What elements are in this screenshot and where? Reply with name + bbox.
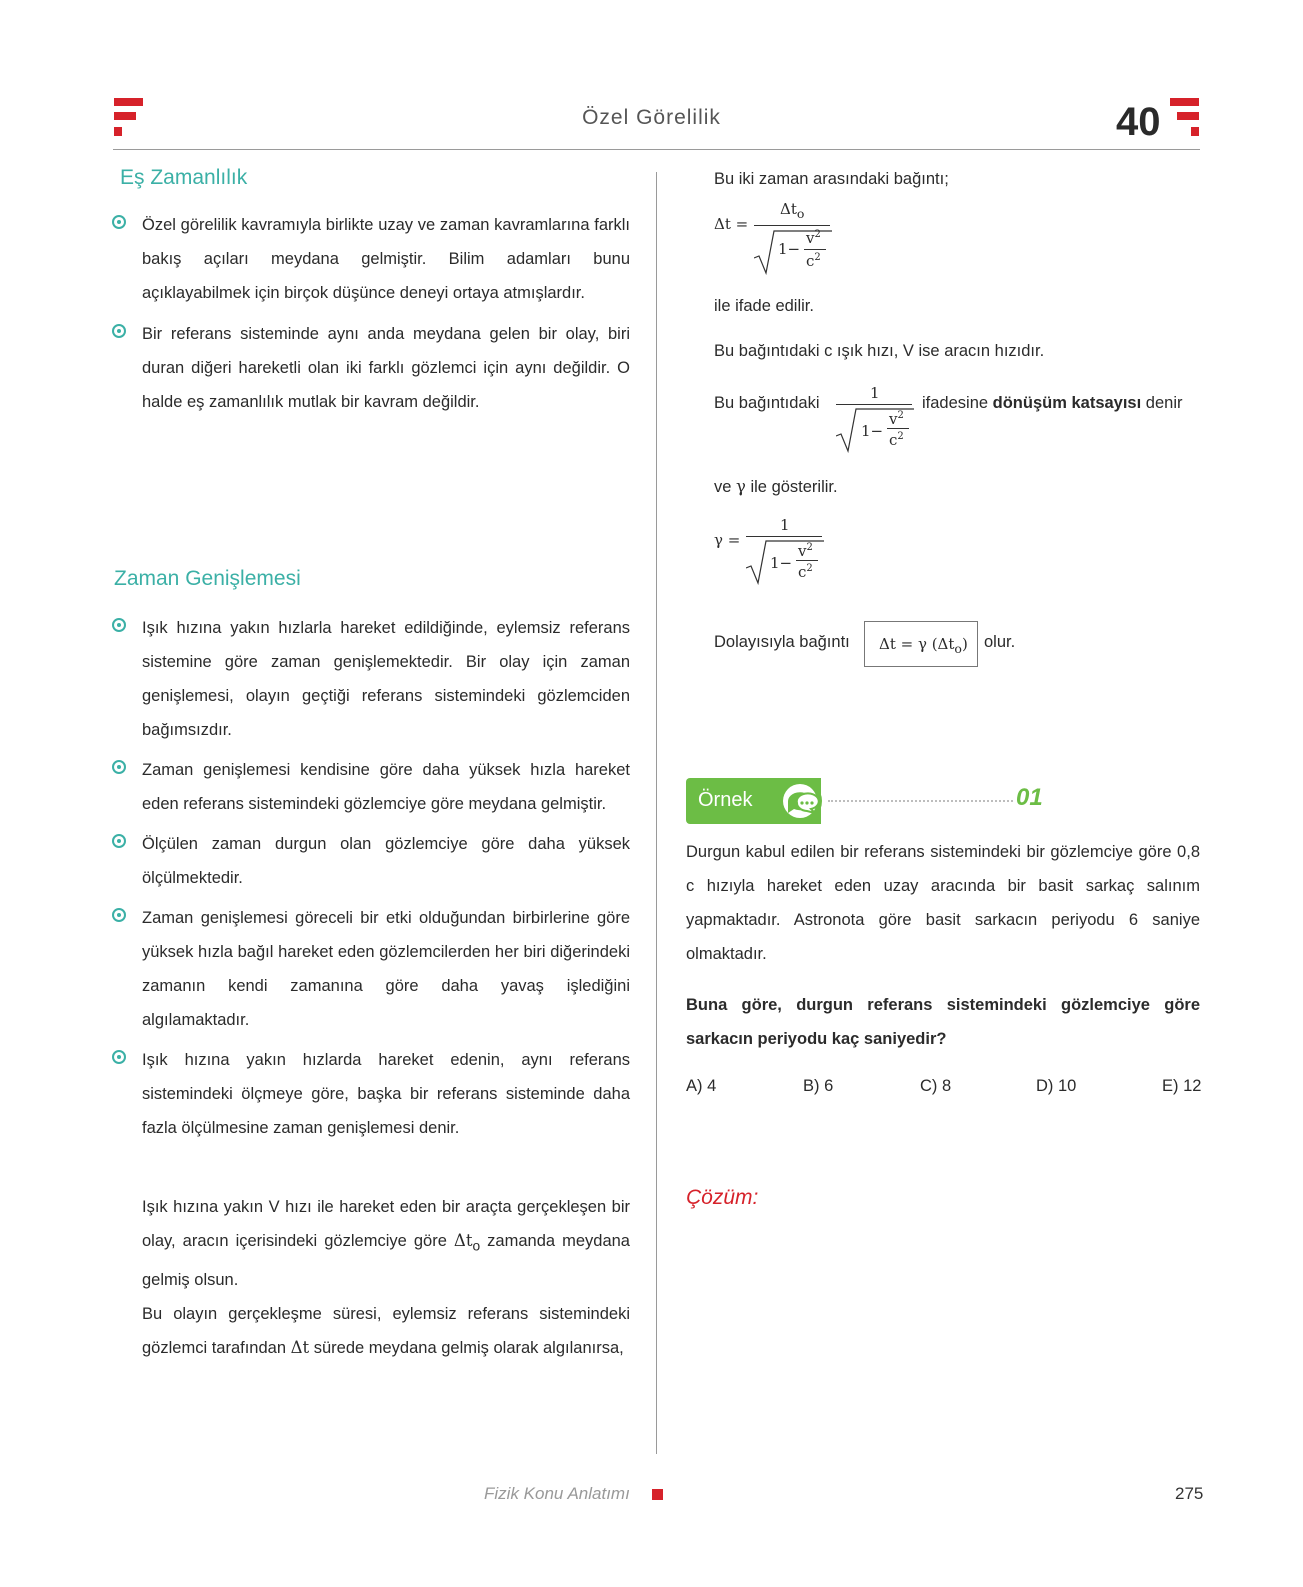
bullet-icon — [112, 215, 126, 229]
chapter-number: 40 — [1116, 100, 1161, 144]
bullet-text: Zaman genişlemesi kendisine göre daha yüksek hızla hareket eden referans sistemindeki gözlemciye göre meydana gelmiştir. — [142, 761, 630, 813]
bullet-icon — [112, 618, 126, 632]
option-a[interactable]: A) 4 — [686, 1077, 717, 1095]
bullet-item — [112, 208, 630, 310]
conclusion-pre: Dolayısıyla bağıntı — [714, 633, 850, 651]
transformation-factor: 1 1− $v^2$ $c^2$ — [834, 384, 914, 456]
header-rule — [113, 149, 1200, 150]
book-title: Fizik Konu Anlatımı — [484, 1484, 630, 1503]
option-b[interactable]: B) 6 — [803, 1077, 834, 1095]
bullet-item — [112, 827, 630, 895]
bullet-icon — [112, 908, 126, 922]
paragraph-perceived: Bu olayın gerçekleşme süresi, eylemsiz referans sistemindeki gözlemci tarafından Δt sürede meydana gelmiş olarak algılanırsa, — [142, 1305, 630, 1357]
relation-intro: Bu iki zaman arasındaki bağıntı; — [714, 170, 949, 188]
bullet-item — [112, 753, 630, 821]
option-c[interactable]: C) 8 — [920, 1077, 952, 1095]
time-dilation-equation: Δt = $\Delta t_o$ 1− $v^2$ $c^2$ — [714, 200, 834, 280]
bullet-icon — [112, 324, 126, 338]
bullet-item — [112, 901, 630, 1037]
factor-pre: Bu bağıntıdaki — [714, 394, 820, 412]
example-badge — [686, 778, 821, 824]
factor-definition: ifadesine dönüşüm katsayısı denir — [922, 394, 1183, 412]
bullet-item — [112, 1043, 630, 1145]
bullet-text: Işık hızına yakın hızlarda hareket edenin, aynı referans sistemindeki ölçmeye göre, başka bir referans sisteminde daha fazla ölçülmesine zaman genişlemesi denir. — [142, 1051, 630, 1137]
publisher-logo-right — [1170, 98, 1200, 138]
bullet-text: Zaman genişlemesi göreceli bir etki olduğundan birbirlerine göre yüksek hızla bağıl hareket eden gözlemcilerden her biri diğerindeki zamanın kendi zamanına göre daha yavaş işlediğini algılamaktadır. — [142, 909, 630, 1029]
bullet-text: Bir referans sisteminde aynı anda meydana gelen bir olay, biri duran diğeri hareketli olan iki farklı gözlemci için aynı değildir. O halde eş zamanlılık mutlak bir kavram değildir. — [142, 325, 630, 411]
column-divider — [656, 172, 657, 1454]
gamma-equation: γ = 1 1− $v^2$ $c^2$ — [714, 516, 824, 592]
bullet-text: Özel görelilik kavramıyla birlikte uzay ve zaman kavramlarına farklı bakış açıları meydana gelmiştir. Bilim adamları bunu açıklayabilmek için birçok düşünce deneyi ortaya atmışlardır. — [142, 216, 630, 302]
gamma-intro: ve γ ile gösterilir. — [714, 477, 838, 496]
example-text: Durgun kabul edilen bir referans sistemindeki bir gözlemciye göre 0,8 c hızıyla hareket eden uzay aracında bir basit sarkaç salınım yapmaktadır. Astronota göre basit sarkacın periyodu 6 saniye olmaktadır. — [686, 843, 1200, 963]
option-d[interactable]: D) 10 — [1036, 1077, 1077, 1095]
c-v-description: Bu bağıntıdaki c ışık hızı, V ise aracın hızıdır. — [714, 342, 1045, 360]
running-title: Özel Görelilik — [582, 106, 721, 129]
bullet-text: Ölçülen zaman durgun olan gözlemciye göre daha yüksek ölçülmektedir. — [142, 835, 630, 887]
example-number: 01 — [1016, 784, 1043, 811]
bullet-item — [112, 317, 630, 419]
delta-symbol: Δt — [453, 1231, 473, 1250]
section-title-simultaneity: Eş Zamanlılık — [120, 166, 248, 189]
bullet-item — [112, 611, 630, 747]
example-question: Buna göre, durgun referans sistemindeki gözlemciye göre sarkacın periyodu kaç saniyedir? — [686, 996, 1200, 1048]
example-label: Örnek — [698, 789, 753, 811]
bullet-icon — [112, 834, 126, 848]
paragraph-event: Işık hızına yakın V hızı ile hareket eden bir araçta gerçekleşen bir olay, aracın içerisindeki gözlemciye göre $\Delta t_o$ zamanda meydana gelmiş olsun. — [142, 1198, 630, 1290]
solution-label: Çözüm: — [686, 1186, 759, 1209]
section-title-time-dilation: Zaman Genişlemesi — [114, 567, 301, 590]
example-dotted-rule — [828, 800, 1013, 802]
bullet-icon — [112, 760, 126, 774]
expressed-text: ile ifade edilir. — [714, 297, 814, 315]
footer-square — [652, 1489, 663, 1500]
bullet-text: Işık hızına yakın hızlarla hareket edildiğinde, eylemsiz referans sistemine göre zaman genişlemektedir. Bir olay için zaman genişlemesi, olayın geçtiği referans sistemindeki gözlemciden bağımsızdır. — [142, 619, 630, 739]
page-number: 275 — [1175, 1484, 1204, 1503]
conclusion-post: olur. — [984, 633, 1016, 651]
final-equation-box: Δt = γ $(\Delta t_o)$ — [864, 621, 978, 667]
bullet-icon — [112, 1050, 126, 1064]
speech-bubble-icon — [778, 779, 822, 823]
option-e[interactable]: E) 12 — [1162, 1077, 1202, 1095]
delta-symbol: Δt — [290, 1338, 310, 1357]
